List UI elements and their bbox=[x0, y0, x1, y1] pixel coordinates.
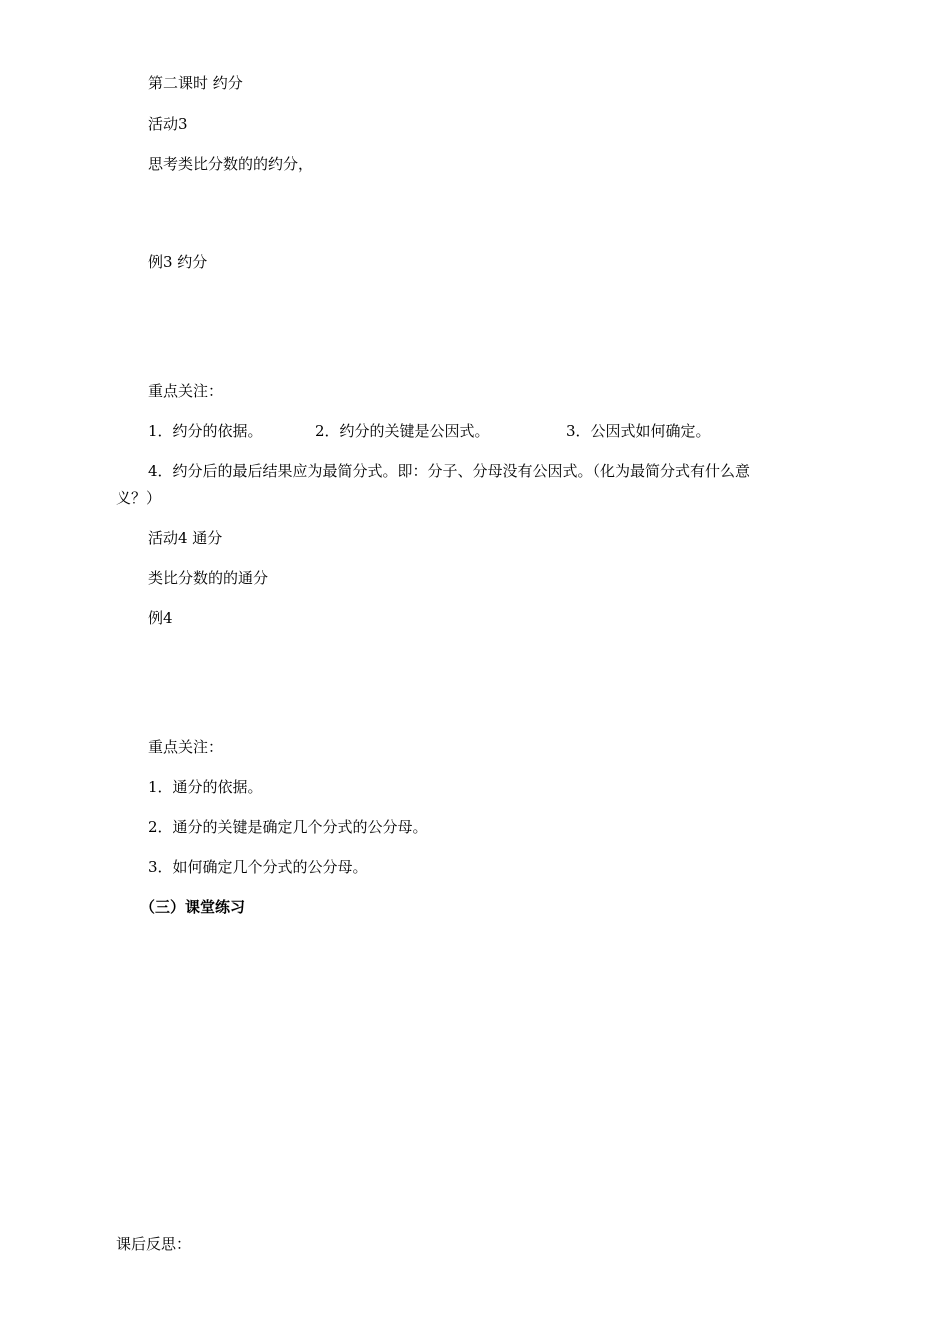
practice-heading: （三）课堂练习 bbox=[140, 898, 246, 916]
lesson-title: 第二课时 约分 bbox=[148, 74, 243, 92]
example3-title: 例3 约分 bbox=[148, 253, 208, 271]
activity4-prompt: 类比分数的的通分 bbox=[148, 569, 269, 587]
focus2-item2: 2．通分的关键是确定几个分式的公分母。 bbox=[148, 818, 428, 836]
activity3-prompt: 思考类比分数的的约分， bbox=[148, 155, 314, 173]
focus2-heading: 重点关注： bbox=[148, 738, 224, 756]
focus1-item4-line1: 4．约分后的最后结果应为最简分式。即：分子、分母没有公因式。（化为最简分式有什么意 bbox=[148, 462, 751, 480]
focus1-item3: 3．公因式如何确定。 bbox=[566, 422, 711, 440]
activity4-title: 活动4 通分 bbox=[148, 529, 223, 547]
example4-title: 例4 bbox=[148, 609, 173, 627]
reflection-label: 课后反思： bbox=[116, 1235, 192, 1253]
focus1-heading: 重点关注： bbox=[148, 382, 224, 400]
focus2-item1: 1．通分的依据。 bbox=[148, 778, 263, 796]
focus1-item4-line2: 义？） bbox=[116, 489, 162, 507]
focus2-item3: 3．如何确定几个分式的公分母。 bbox=[148, 858, 368, 876]
activity3-title: 活动3 bbox=[148, 115, 188, 133]
focus1-item2: 2．约分的关键是公因式。 bbox=[315, 422, 490, 440]
focus1-item1: 1．约分的依据。 bbox=[148, 422, 263, 440]
